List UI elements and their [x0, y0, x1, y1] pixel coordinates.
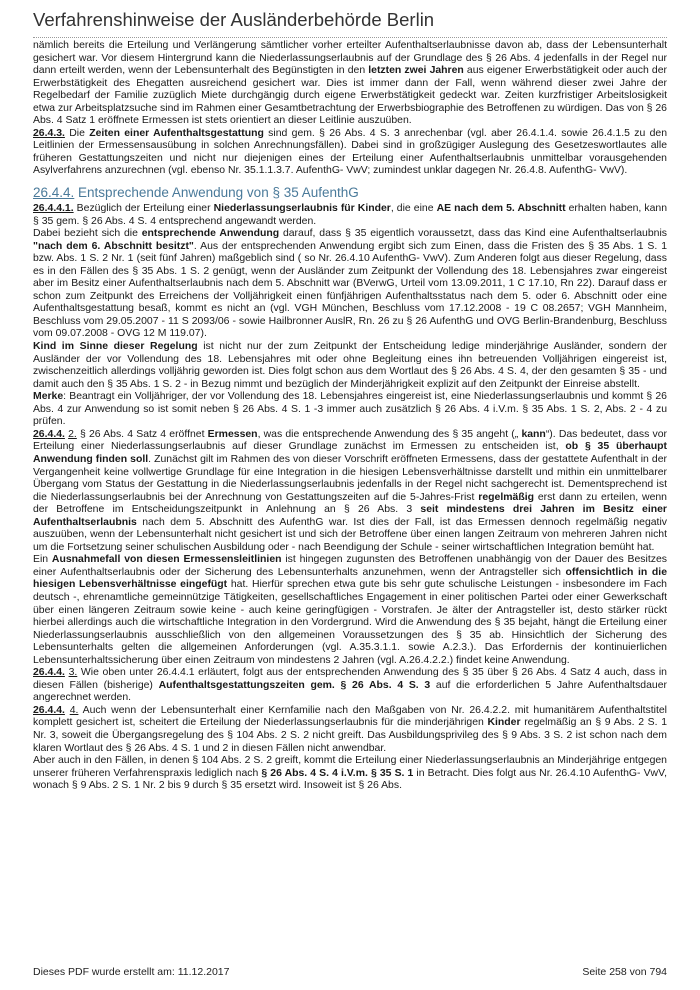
page-number: Seite 258 von 794 [582, 966, 667, 978]
document-body [33, 40, 667, 793]
subsection-number: 4. [69, 704, 79, 716]
section-number: 26.4.4. [33, 428, 65, 440]
emphasis: Niederlassungserlaubnis für Kinder [213, 203, 391, 215]
emphasis: Zeiten einer Aufenthaltsgestattung [89, 127, 264, 139]
emphasis: "nach dem 6. Abschnitt besitzt" [33, 240, 194, 252]
emphasis: Ermessen [207, 428, 258, 440]
subsection-number: 3. [68, 667, 78, 679]
emphasis: kann [521, 428, 546, 440]
emphasis: Merke [33, 391, 64, 403]
paragraph: Kind im Sinne dieser Regelung ist nicht nur der zum Zeitpunkt der Entscheidung ledige minderjährige Ausländer, sondern der Ausländer der vor Vollendung des 18. Lebensjahres mit oder ohne Begleitung eines ihn betreuenden Volljährigen eingereist ist, zwischenzeitlich allerdings volljährig geworden ist. Dies folgt schon aus dem Wortlaut des § 26 Abs. 4 S. 4, der den gesamten § 35 - und damit auch den § 35 Abs. 1 S. 2 - in Bezug nimmt und bezüglich der Minderjährigkeit explizit auf den Zeitpunkt der Einreise abstellt. [33, 341, 667, 390]
paragraph: Aber auch in den Fällen, in denen § 104 Abs. 2 S. 2 greift, kommt die Erteilung einer Niederlassungserlaubnis an Minderjährige entgegen unserer früheren Verfahrenspraxis lediglich nach § 26 Abs. 4 S. 4 i.V.m. § 35 S. 1 in Betracht. Dies folgt aus Nr. 26.4.10 AufenthG- VwV, wonach § 9 Abs. 2 S. 1 Nr. 2 bis 9 durch § 35 ersetzt wird. Insoweit ist § 26 Abs. [33, 755, 667, 792]
paragraph: nämlich bereits die Erteilung und Verlängerung sämtlicher vorher erteilter Aufenthaltserlaubnisse davon ab, dass der Lebensunterhalt gesichert war. Vor diesem Hintergrund kann die Niederlassungserlaubnis auf der Grundlage des § 26 Abs. 4 jedenfalls in der Regel nur dann erteilt werden, wenn der Lebensunterhalt des Begünstigten in den letzten zwei Jahren aus eigener Erwerbstätigkeit oder auch der Erwerbstätigkeit des Ehegatten ausreichend gesichert war. Dies ist immer dann der Fall, wenn während dieser zwei Jahre der Regelbedarf der Familie zuzüglich Miete durchgängig durch eigene Erwerbstätigkeit gedeckt war. Zeiten kurzfristiger Arbeitslosigkeit etwa zur Arbeitsplatzsuche sind im Rahmen einer Gesamtbetrachtung der Erwerbsbiographie des Betroffenen zu würdigen. Das von § 26 Abs. 4 Satz 1 eröffnete Ermessen ist stets orientiert an dieser Leitlinie auszuüben. [33, 40, 667, 127]
emphasis: offensichtlich in die hiesigen Lebensverhältnisse eingefügt [33, 566, 667, 591]
emphasis: regelmäßig [478, 491, 534, 503]
paragraph: 26.4.4. 4. Auch wenn der Lebensunterhalt einer Kernfamilie nach den Maßgaben von Nr. 26.4.2.2. mit humanitärem Aufenthaltstitel komplett gesichert ist, scheitert die Erteilung der Niederlassungserlaubnis für die minderjährigen Kinder regelmäßig an § 9 Abs. 2 S. 1 Nr. 3, soweit die Übergangsregelung des § 104 Abs. 2 S. 2 nicht greift. Das Ausbildungsprivileg des § 9 Abs. 3 S. 2 ist schon nach dem klaren Wortlaut des § 26 Abs. 4 S. 1 und 2 in diesen Fällen nicht anwendbar. [33, 704, 667, 754]
emphasis: letzten zwei Jahren [368, 65, 464, 77]
subsection-number: 2. [68, 428, 77, 440]
emphasis: § 26 Abs. 4 S. 4 i.V.m. § 35 S. 1 [261, 767, 414, 779]
section-number: 26.4.3. [33, 127, 65, 139]
emphasis: AE nach dem 5. Abschnitt [436, 203, 566, 215]
paragraph: 26.4.4. 3. Wie oben unter 26.4.4.1 erläutert, folgt aus der entsprechenden Anwendung des § 35 über § 26 Abs. 4 Satz 4 auch, dass in diesen Fällen (bisherige) Aufenthaltsgestattungszeiten gem. § 26 Abs. 4 S. 3 auf die erforderlichen 5 Jahre Aufenthaltsdauer angerechnet werden. [33, 667, 667, 704]
emphasis: Aufenthaltsgestattungszeiten gem. § 26 Abs. 4 S. 3 [158, 679, 431, 691]
emphasis: Kind im Sinne dieser Regelung [33, 341, 198, 353]
creation-date: Dieses PDF wurde erstellt am: 11.12.2017 [33, 966, 230, 978]
paragraph: 26.4.4. 2. § 26 Abs. 4 Satz 4 eröffnet Ermessen, was die entsprechende Anwendung des § 35 angeht („ kann“). Das bedeutet, dass vor Erteilung einer Niederlassungserlaubnis auf dieser Grundlage zunächst im Ermessen zu entscheiden ist, ob § 35 überhaupt Anwendung finden soll. Zunächst gilt im Rahmen des von dieser Vorschrift eröffneten Ermessens, dass der gestattete Aufenthalt in der Vergangenheit keine vollwertige Grundlage für eine Integration in die hiesigen Lebensverhältnisse darstellt und mithin ein unmittelbarer Übergang vom Status der Gestattung in die Niederlassungserlaubnis jedenfalls in der Regel nicht sachgerecht ist. Dementsprechend ist die Niederlassungserlaubnis bei der Anrechnung von Gestattungszeiten auf die 5-Jahres-Frist regelmäßig erst dann zu erteilen, wenn der Betroffene im Entscheidungszeitpunkt in Anlehnung an § 26 Abs. 3 seit mindestens drei Jahren im Besitz einer Aufenthaltserlaubnis nach dem 5. Abschnitt des AufenthG war. Ist dies der Fall, ist das Ermessen dennoch regelmäßig negativ auszuüben, wenn der Lebensunterhalt nicht gesichert ist und sich der Betroffene über einen langen Zeitraum von mehreren Jahren nicht um die Fortsetzung seiner schulischen Ausbildung oder - nach Beendigung der Schule - seiner wirtschaftlichen Integration bemüht hat. [33, 428, 668, 553]
page-header [33, 8, 667, 38]
section-number: 26.4.4.1. [33, 203, 74, 215]
paragraph: 26.4.3. Die Zeiten einer Aufenthaltsgestattung sind gem. § 26 Abs. 4 S. 3 anrechenbar (vgl. aber 26.4.1.4. sowie 26.4.1.5 zu den Leitlinien der Ermessensausübung in solchen Anrechnungsfällen). Dabei sind in großzügiger Auslegung des Gesetzeswortlautes alle früheren Gestattungszeiten und nicht nur diejenigen eines der Erteilung einer Aufenthaltserlaubnis unmittelbar vorausgehenden Asylverfahrens anzurechnen (vgl. ebenso Nr. 35.1.1.3.7. AufenthG- VwV; zumindest unklar dagegen Nr. 26.4.8. AufenthG- VwV). [33, 127, 667, 177]
paragraph: 26.4.4.1. Bezüglich der Erteilung einer Niederlassungserlaubnis für Kinder, die eine AE nach dem 5. Abschnitt erhalten haben, kann § 35 gem. § 26 Abs. 4 S. 4 entsprechend angewandt werden. [33, 203, 668, 227]
emphasis: ob § 35 überhaupt Anwendung finden soll [33, 441, 667, 465]
section-heading [33, 184, 667, 201]
section-number: 26.4.4. [33, 667, 65, 679]
section-number: 26.4.4. [33, 704, 65, 716]
emphasis: Kinder [487, 717, 521, 729]
emphasis: seit mindestens drei Jahren im Besitz einer Aufenthaltserlaubnis [33, 504, 667, 528]
paragraph: Merke: Beantragt ein Volljähriger, der vor Vollendung des 18. Lebensjahres eingereist ist, eine Niederlassungserlaubnis und kommt § 26 Abs. 4 zur Anwendung so ist somit neben § 26 Abs. 4 S. 1 -3 immer auch zusätzlich § 26 Abs. 4 i.V.m. § 35 Abs. 1 S. 2, Abs. 2 - 4 zu prüfen. [33, 391, 667, 428]
paragraph: Ein Ausnahmefall von diesen Ermessensleitlinien ist hingegen zugunsten des Betroffenen unabhängig von der Dauer des Besitzes einer Aufenthaltserlaubnis oder der Sicherung des Lebensunterhalts anzunehmen, wenn der Antragsteller sich offensichtlich in die hiesigen Lebensverhältnisse eingefügt hat. Hierfür sprechen etwa gute bis sehr gute schulische Leistungen - insbesondere im Fach deutsch -, ehrenamtliche gemeinnützige Tätigkeiten, gesellschaftliches Engagement in einer politischen Partei oder einer Gewerkschaft über einen längeren Zeitraum sowie keine - auch keine geringfügigen - Vorstrafen. Je älter der Antragsteller ist, desto stärker rückt hierbei allerdings auch die wirtschaftliche Integration in den Vordergrund. Wird die Anwendung des § 35 bejaht, hängt die Erteilung einer Niederlassungserlaubnis ausschließlich von den allgemeinen Voraussetzungen des § 35 ab. Hinsichtlich der Sicherung des Lebensunterhalts gelten die allgemeinen Anforderungen (vgl. A.35.3.1.1. sowie A.2.3.). Das Erfordernis der kontinuierlichen Lebensunterhaltssicherung über einen Zeitraum von mindestens 2 Jahren (vgl. A.26.4.2.2.) findet keine Anwendung. [33, 554, 667, 666]
emphasis: entsprechende Anwendung [141, 228, 280, 240]
document-title: Verfahrenshinweise der Ausländerbehörde Berlin [33, 9, 435, 30]
section-heading-number: 26.4.4. [33, 185, 75, 201]
paragraph: Dabei bezieht sich die entsprechende Anwendung darauf, dass § 35 eigentlich voraussetzt, dass das Kind eine Aufenthaltserlaubnis "nach dem 6. Abschnitt besitzt". Aus der entsprechenden Anwendung ergibt sich zum Einen, dass die Fristen des § 35 Abs. 1 S. 1 bzw. Abs. 1 S. 2 Nr. 1 (seit fünf Jahren) maßgeblich sind ( so Nr. 26.4.10 AufenthG- VwV). Zum Anderen folgt aus dieser Regelung, dass es in den Fällen des § 35 Abs. 1 S. 2 genügt, wenn der Ausländer zum Zeitpunkt der Vollendung des 18. Lebensjahres zwar eingereist aber im Besitz einer Aufenthaltserlaubnis nach dem 5. Abschnitt war (BVerwG, Urteil vom 13.09.2011, 1 C 17.10, Rn 22). Darauf dass er schon zum Zeitpunkt des Erreichens der Volljährigkeit einen fünfjährigen Aufenthaltsstatus nach dem 5. oder 6. Abschnitt oder eine Aufenthaltsgestattung besaß, kommt es nicht an (vgl. VGH München, Beschluss vom 17.12.2008 - 19 C 08.2657; VGH Mannheim, Beschluss vom 29.05.2007 - 11 S 2093/06 - sowie Hailbronner AuslR, Rn. 26 zu § 26 AufenthG und OVG Berlin-Brandenburg, Beschluss vom 09.07.2008 - OVG 12 M 119.07). [33, 228, 667, 340]
section-heading-title: Entsprechende Anwendung von § 35 AufenthG [74, 185, 359, 201]
header-divider [33, 37, 667, 38]
emphasis: Ausnahmefall von diesen Ermessensleitlinien [51, 554, 282, 566]
